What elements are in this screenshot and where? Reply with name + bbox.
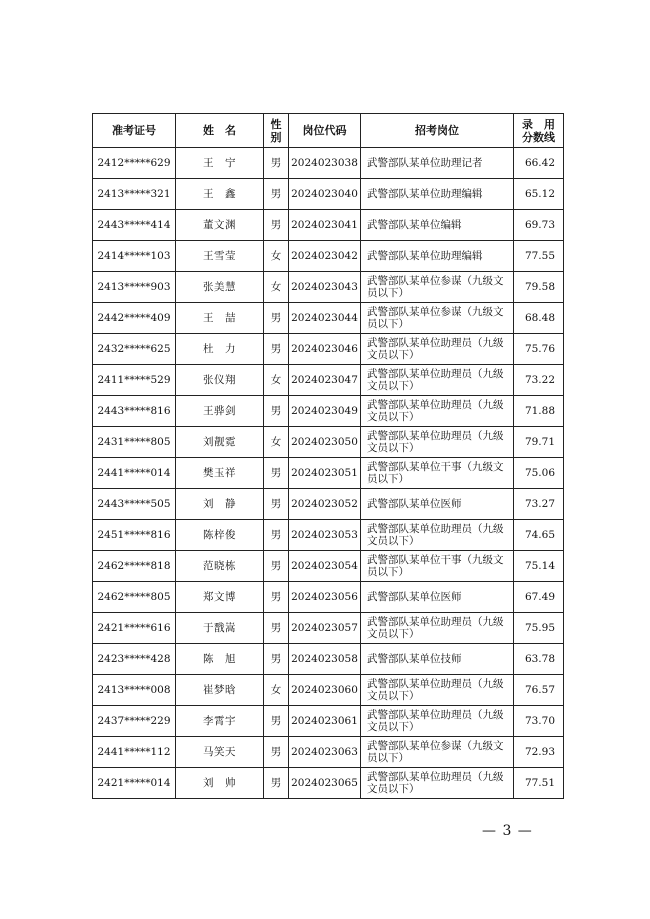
cell-score: 75.06 xyxy=(514,458,564,489)
cell-score: 75.76 xyxy=(514,334,564,365)
cell-name: 刘 帅 xyxy=(176,768,264,799)
cell-name: 王 鑫 xyxy=(176,179,264,210)
cell-sex: 女 xyxy=(264,272,289,303)
cell-sex: 男 xyxy=(264,303,289,334)
table-row xyxy=(93,334,564,365)
table-row xyxy=(93,706,564,737)
cell-sex: 男 xyxy=(264,551,289,582)
cell-sex: 男 xyxy=(264,179,289,210)
cell-name: 张美慧 xyxy=(176,272,264,303)
cell-score: 73.27 xyxy=(514,489,564,520)
cell-position-code: 2024023057 xyxy=(289,613,361,644)
cell-score: 73.70 xyxy=(514,706,564,737)
cell-score: 76.57 xyxy=(514,675,564,706)
cell-name: 刘靓霓 xyxy=(176,427,264,458)
cell-name: 于戬嵩 xyxy=(176,613,264,644)
cell-position: 武警部队某单位助理记者 xyxy=(361,148,514,179)
cell-position-code: 2024023043 xyxy=(289,272,361,303)
cell-exam-id: 2411*****529 xyxy=(93,365,176,396)
cell-name: 张仪翔 xyxy=(176,365,264,396)
table-row xyxy=(93,613,564,644)
cell-position-code: 2024023046 xyxy=(289,334,361,365)
table-row xyxy=(93,582,564,613)
header-sex-line1: 性 xyxy=(270,117,282,131)
cell-name: 崔梦晗 xyxy=(176,675,264,706)
cell-sex: 女 xyxy=(264,241,289,272)
cell-position: 武警部队某单位干事（九级文员以下） xyxy=(361,458,514,489)
cell-position-code: 2024023041 xyxy=(289,210,361,241)
header-sex xyxy=(264,114,289,148)
cell-position-code: 2024023042 xyxy=(289,241,361,272)
cell-sex: 男 xyxy=(264,644,289,675)
cell-exam-id: 2443*****505 xyxy=(93,489,176,520)
cell-sex: 女 xyxy=(264,365,289,396)
cell-sex: 男 xyxy=(264,706,289,737)
cell-position-code: 2024023047 xyxy=(289,365,361,396)
cell-position: 武警部队某单位医师 xyxy=(361,489,514,520)
cell-exam-id: 2443*****414 xyxy=(93,210,176,241)
cell-sex: 女 xyxy=(264,675,289,706)
cell-exam-id: 2441*****112 xyxy=(93,737,176,768)
cell-position: 武警部队某单位助理员（九级文员以下） xyxy=(361,613,514,644)
cell-exam-id: 2443*****816 xyxy=(93,396,176,427)
cell-position-code: 2024023054 xyxy=(289,551,361,582)
cell-name: 陈 旭 xyxy=(176,644,264,675)
cell-position: 武警部队某单位助理员（九级文员以下） xyxy=(361,675,514,706)
table-row xyxy=(93,458,564,489)
table-row xyxy=(93,272,564,303)
cell-name: 刘 静 xyxy=(176,489,264,520)
cell-score: 72.93 xyxy=(514,737,564,768)
cell-sex: 男 xyxy=(264,458,289,489)
cell-sex: 男 xyxy=(264,334,289,365)
cell-position-code: 2024023065 xyxy=(289,768,361,799)
cell-position: 武警部队某单位医师 xyxy=(361,582,514,613)
cell-sex: 男 xyxy=(264,768,289,799)
table-row xyxy=(93,303,564,334)
cell-position: 武警部队某单位助理员（九级文员以下） xyxy=(361,706,514,737)
cell-position: 武警部队某单位助理编辑 xyxy=(361,179,514,210)
cell-score: 66.42 xyxy=(514,148,564,179)
table-row xyxy=(93,148,564,179)
table-row xyxy=(93,551,564,582)
cell-score: 63.78 xyxy=(514,644,564,675)
cell-sex: 男 xyxy=(264,489,289,520)
cell-exam-id: 2462*****805 xyxy=(93,582,176,613)
table-row xyxy=(93,737,564,768)
cell-position: 武警部队某单位助理员（九级文员以下） xyxy=(361,520,514,551)
cell-exam-id: 2413*****321 xyxy=(93,179,176,210)
cell-sex: 男 xyxy=(264,582,289,613)
cell-score: 69.73 xyxy=(514,210,564,241)
cell-name: 王 喆 xyxy=(176,303,264,334)
cell-sex: 男 xyxy=(264,520,289,551)
cell-score: 79.71 xyxy=(514,427,564,458)
cell-exam-id: 2462*****818 xyxy=(93,551,176,582)
table-row xyxy=(93,396,564,427)
table-row xyxy=(93,241,564,272)
cell-position-code: 2024023052 xyxy=(289,489,361,520)
cell-score: 77.51 xyxy=(514,768,564,799)
cell-position: 武警部队某单位助理员（九级文员以下） xyxy=(361,427,514,458)
cell-position: 武警部队某单位参谋（九级文员以下） xyxy=(361,737,514,768)
header-position: 招考岗位 xyxy=(361,114,514,148)
cell-exam-id: 2432*****625 xyxy=(93,334,176,365)
cell-score: 75.95 xyxy=(514,613,564,644)
cell-score: 73.22 xyxy=(514,365,564,396)
cell-exam-id: 2451*****816 xyxy=(93,520,176,551)
cell-score: 74.65 xyxy=(514,520,564,551)
cell-name: 樊玉祥 xyxy=(176,458,264,489)
cell-sex: 男 xyxy=(264,737,289,768)
cell-score: 65.12 xyxy=(514,179,564,210)
header-name: 姓 名 xyxy=(176,114,264,148)
cell-position-code: 2024023044 xyxy=(289,303,361,334)
cell-sex: 男 xyxy=(264,210,289,241)
table-row xyxy=(93,365,564,396)
table-row xyxy=(93,489,564,520)
cell-exam-id: 2421*****014 xyxy=(93,768,176,799)
cell-position-code: 2024023063 xyxy=(289,737,361,768)
cell-position-code: 2024023038 xyxy=(289,148,361,179)
cell-sex: 男 xyxy=(264,613,289,644)
cell-position: 武警部队某单位助理编辑 xyxy=(361,241,514,272)
cell-score: 67.49 xyxy=(514,582,564,613)
cell-position-code: 2024023061 xyxy=(289,706,361,737)
cell-name: 杜 力 xyxy=(176,334,264,365)
header-score xyxy=(514,114,564,148)
cell-sex: 男 xyxy=(264,396,289,427)
cell-score: 71.88 xyxy=(514,396,564,427)
table-row xyxy=(93,675,564,706)
cell-name: 范晓栋 xyxy=(176,551,264,582)
cell-position-code: 2024023051 xyxy=(289,458,361,489)
cell-score: 68.48 xyxy=(514,303,564,334)
table-row xyxy=(93,520,564,551)
cell-exam-id: 2414*****103 xyxy=(93,241,176,272)
cell-exam-id: 2412*****629 xyxy=(93,148,176,179)
table-header-row xyxy=(93,114,564,148)
table-row xyxy=(93,179,564,210)
cell-position-code: 2024023049 xyxy=(289,396,361,427)
cell-score: 77.55 xyxy=(514,241,564,272)
cell-exam-id: 2441*****014 xyxy=(93,458,176,489)
header-position-code: 岗位代码 xyxy=(289,114,361,148)
page-number: — 3 — xyxy=(482,823,533,839)
cell-position-code: 2024023053 xyxy=(289,520,361,551)
cell-sex: 女 xyxy=(264,427,289,458)
cell-score: 79.58 xyxy=(514,272,564,303)
cell-exam-id: 2437*****229 xyxy=(93,706,176,737)
header-exam-id: 准考证号 xyxy=(93,114,176,148)
cell-position: 武警部队某单位助理员（九级文员以下） xyxy=(361,365,514,396)
cell-name: 王 宁 xyxy=(176,148,264,179)
cell-position: 武警部队某单位参谋（九级文员以下） xyxy=(361,272,514,303)
cell-position: 武警部队某单位参谋（九级文员以下） xyxy=(361,303,514,334)
cell-name: 郑文博 xyxy=(176,582,264,613)
cell-position-code: 2024023040 xyxy=(289,179,361,210)
table-body xyxy=(93,148,564,799)
cell-position: 武警部队某单位技师 xyxy=(361,644,514,675)
header-score-line1: 录 用 xyxy=(522,117,555,131)
cell-name: 王骅剑 xyxy=(176,396,264,427)
cell-position: 武警部队某单位编辑 xyxy=(361,210,514,241)
cell-name: 马笑天 xyxy=(176,737,264,768)
cell-position-code: 2024023060 xyxy=(289,675,361,706)
table-row xyxy=(93,644,564,675)
cell-exam-id: 2413*****008 xyxy=(93,675,176,706)
cell-exam-id: 2413*****903 xyxy=(93,272,176,303)
cell-score: 75.14 xyxy=(514,551,564,582)
table-row xyxy=(93,427,564,458)
cell-position: 武警部队某单位助理员（九级文员以下） xyxy=(361,396,514,427)
cell-name: 王雪莹 xyxy=(176,241,264,272)
cell-position-code: 2024023058 xyxy=(289,644,361,675)
cell-position: 武警部队某单位助理员（九级文员以下） xyxy=(361,334,514,365)
cell-name: 董文渊 xyxy=(176,210,264,241)
admission-results-table xyxy=(92,113,564,799)
cell-name: 李霄宇 xyxy=(176,706,264,737)
cell-position: 武警部队某单位干事（九级文员以下） xyxy=(361,551,514,582)
cell-exam-id: 2431*****805 xyxy=(93,427,176,458)
cell-exam-id: 2442*****409 xyxy=(93,303,176,334)
cell-position-code: 2024023056 xyxy=(289,582,361,613)
cell-sex: 男 xyxy=(264,148,289,179)
cell-position-code: 2024023050 xyxy=(289,427,361,458)
cell-name: 陈梓俊 xyxy=(176,520,264,551)
table-row xyxy=(93,210,564,241)
cell-exam-id: 2423*****428 xyxy=(93,644,176,675)
header-score-line2: 分数线 xyxy=(522,130,555,144)
cell-exam-id: 2421*****616 xyxy=(93,613,176,644)
header-sex-line2: 别 xyxy=(270,130,282,144)
cell-position: 武警部队某单位助理员（九级文员以下） xyxy=(361,768,514,799)
table-row xyxy=(93,768,564,799)
